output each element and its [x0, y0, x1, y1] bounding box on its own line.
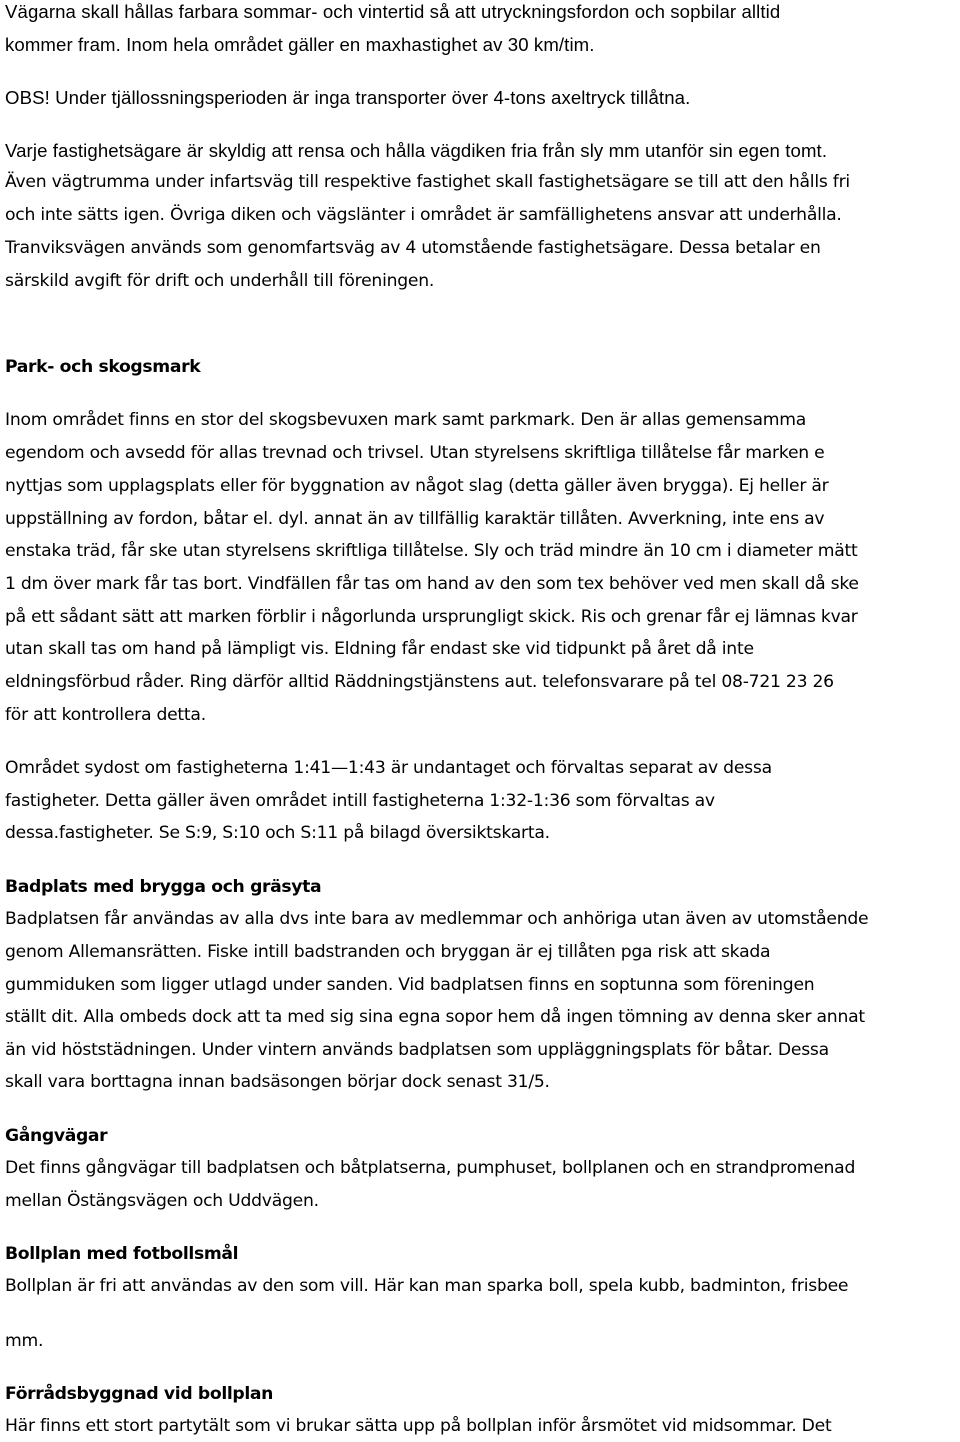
field-line-2: mm. [5, 1331, 44, 1351]
beach-line-5: än vid höststädningen. Under vintern används badplatsen som uppläggningsplats för båtar. Dessa [5, 1040, 829, 1060]
beach-line-6: skall vara borttagna innan badsäsongen börjar dock senast 31/5. [5, 1072, 550, 1092]
roads-line-2: och inte sätts igen. Övriga diken och vägslänter i området är samfällighetens ansvar att underhålla. [5, 205, 842, 225]
storage-line-1: Här finns ett stort partytält som vi brukar sätta upp på bollplan inför årsmötet vid midsommar. Det [5, 1416, 832, 1436]
beach-line-3: gummiduken som ligger utlagd under sanden. Vid badplatsen finns en soptunna som föreningen [5, 975, 815, 995]
roads-line-3: Tranviksvägen används som genomfartsväg av 4 utomstående fastighetsägare. Dessa betalar en [5, 238, 821, 258]
park-line-7: på ett sådant sätt att marken förblir i någorlunda ursprungligt skick. Ris och grenar får ej lämnas kvar [5, 607, 858, 627]
intro-line-1: Vägarna skall hållas farbara sommar- och vintertid så att utryckningsfordon och sopbilar alltid [5, 1, 781, 22]
storage-heading: Förrådsbyggnad vid bollplan [5, 1384, 274, 1404]
beach-line-2: genom Allemansrätten. Fiske intill badstranden och bryggan är ej tillåten pga risk att skada [5, 942, 771, 962]
roads-line-4: särskild avgift för drift och underhåll till föreningen. [5, 271, 435, 291]
field-heading: Bollplan med fotbollsmål [5, 1244, 239, 1264]
paths-line-1: Det finns gångvägar till badplatsen och båtplatserna, pumphuset, bollplanen och en strandpromenad [5, 1158, 856, 1178]
park-line-4: uppställning av fordon, båtar el. dyl. annat än av tillfällig karaktär tillåten. Avverkning, inte ens av [5, 509, 825, 529]
beach-heading: Badplats med brygga och gräsyta [5, 877, 322, 897]
southeast-line-3: dessa.fastigheter. Se S:9, S:10 och S:11 på bilagd översiktskarta. [5, 823, 550, 843]
beach-line-1: Badplatsen får användas av alla dvs inte bara av medlemmar och anhöriga utan även av utomstående [5, 909, 869, 929]
intro-line-2: kommer fram. Inom hela området gäller en maxhastighet av 30 km/tim. [5, 34, 595, 55]
park-line-1: Inom området finns en stor del skogsbevuxen mark samt parkmark. Den är allas gemensamma [5, 410, 807, 430]
intro-line-4: Varje fastighetsägare är skyldig att rensa och hålla vägdiken fria från sly mm utanför sin egen tomt. [5, 140, 828, 161]
roads-line-1: Även vägtrumma under infartsväg till respektive fastighet skall fastighetsägare se till att den hålls fri [5, 172, 850, 192]
park-line-9: eldningsförbud råder. Ring därför alltid Räddningstjänstens aut. telefonsvarare på tel 08-721 23 26 [5, 672, 834, 692]
park-line-2: egendom och avsedd för allas trevnad och trivsel. Utan styrelsens skriftliga tillåtelse får marken e [5, 443, 825, 463]
park-line-10: för att kontrollera detta. [5, 705, 206, 725]
park-line-5: enstaka träd, får ske utan styrelsens skriftliga tillåtelse. Sly och träd mindre än 10 cm i diameter mätt [5, 541, 858, 561]
park-heading: Park- och skogsmark [5, 357, 201, 377]
beach-line-4: ställt dit. Alla ombeds dock att ta med sig sina egna sopor hem då ingen tömning av denna sker annat [5, 1007, 865, 1027]
southeast-line-1: Området sydost om fastigheterna 1:41—1:43 är undantaget och förvaltas separat av dessa [5, 758, 772, 778]
park-line-8: utan skall tas om hand på lämpligt vis. Eldning får endast ske vid tidpunkt på året då inte [5, 639, 754, 659]
paths-line-2: mellan Östängsvägen och Uddvägen. [5, 1191, 319, 1211]
park-line-6: 1 dm över mark får tas bort. Vindfällen får tas om hand av den som tex behöver ved men skall då ske [5, 574, 859, 594]
paths-heading: Gångvägar [5, 1126, 108, 1146]
southeast-line-2: fastigheter. Detta gäller även området intill fastigheterna 1:32-1:36 som förvaltas av [5, 791, 715, 811]
intro-line-3: OBS! Under tjällossningsperioden är inga transporter över 4-tons axeltryck tillåtna. [5, 87, 691, 108]
field-line-1: Bollplan är fri att användas av den som vill. Här kan man sparka boll, spela kubb, badminton, frisbee [5, 1276, 849, 1296]
park-line-3: nyttjas som upplagsplats eller för byggnation av något slag (detta gäller även brygga). Ej heller är [5, 476, 829, 496]
